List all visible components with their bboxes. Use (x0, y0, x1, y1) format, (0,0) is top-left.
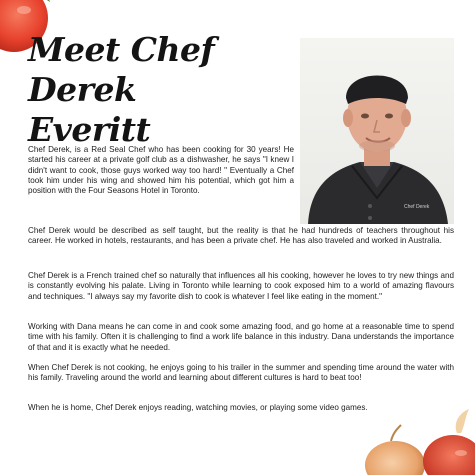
jacket-embroidery: Chef Derek (404, 204, 430, 210)
title-line-1: Meet Chef (28, 30, 215, 69)
page-title (28, 30, 258, 150)
chef-photo (300, 38, 454, 224)
bio-paragraph-5: When Chef Derek is not cooking, he enjoys going to his trailer in the summer and spending time around the water with his family. Traveling around the world and learning about different cultures is hard to beat too! (28, 363, 454, 383)
bio-paragraph-4: Working with Dana means he can come in and cook some amazing food, and go home at a reasonable time to spend time with his family. Often it is challenging to find a work life balance in this industry. Dana understands the importance of that and it is exactly what he needed. (28, 322, 454, 352)
bio-paragraph-3: Chef Derek is a French trained chef so naturally that influences all his cooking, however he loves to try new things and is constantly evolving his palate. Living in Toronto while learning to cook exposed him to a world of amazing flavours and techniques. "I always say my favorite dish to cook is whatever I feel like eating in the moment." (28, 271, 454, 301)
bio-paragraph-6: When he is home, Chef Derek enjoys reading, watching movies, or playing some video games. (28, 403, 368, 412)
vegetables-decoration-icon (361, 403, 475, 475)
chef-portrait-image (300, 38, 454, 224)
title-line-2: Derek Everitt (28, 70, 151, 149)
bio-paragraph-2: Chef Derek would be described as self taught, but the reality is that he had hundreds of teachers throughout his career. He worked in hotels, restaurants, and has been a private chef. He has also traveled and worked in Australia. (28, 226, 454, 246)
bio-paragraph-1: Chef Derek, is a Red Seal Chef who has been cooking for 30 years! He started his career at a private golf club as a dishwasher, he says "I knew I didn't want to cook, those guys worked way too hard! " Eventually a Chef took him under his wing and showed him his potential, which got him a position with the Four Seasons Hotel in Toronto. (28, 145, 294, 196)
